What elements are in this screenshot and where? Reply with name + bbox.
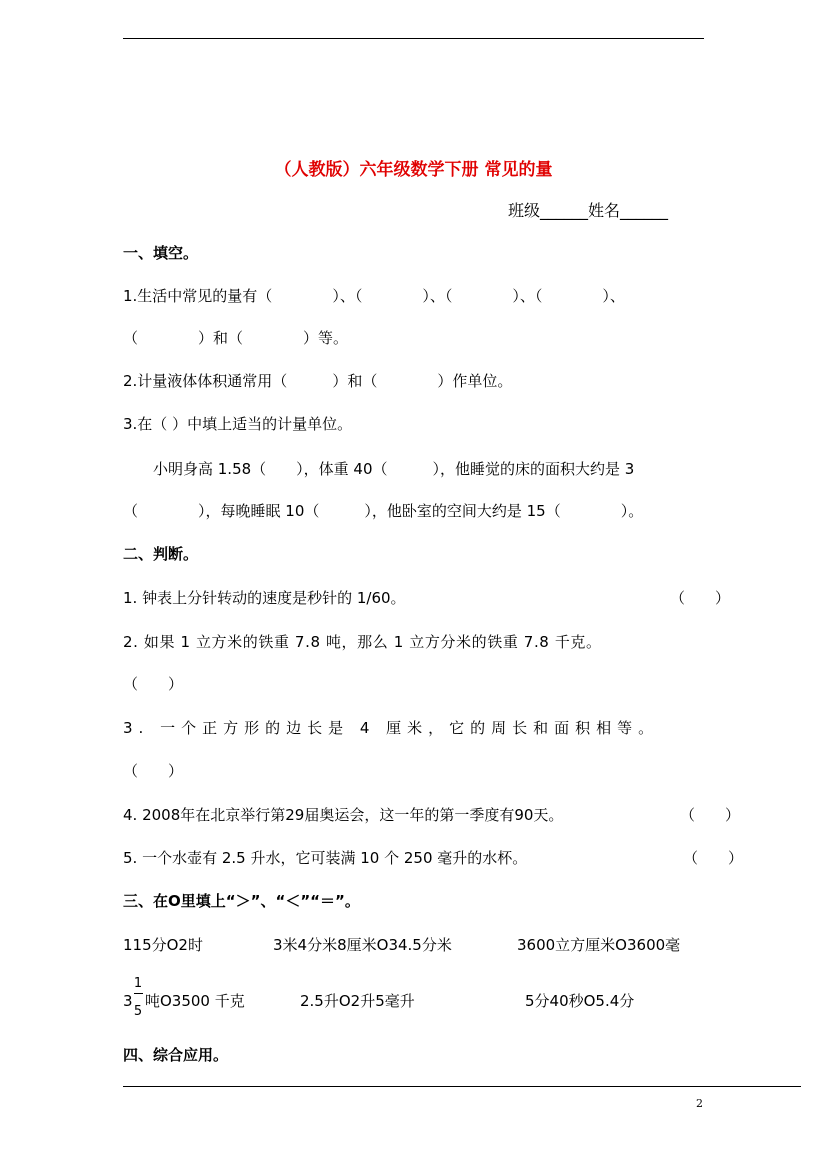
compare-item-2: 3米4分米8厘米O34.5分米 — [273, 936, 452, 954]
judge-paren-4: （ ） — [680, 806, 741, 824]
judge-question-4: 4. 2008年在北京举行第29届奥运会，这一年的第一季度有90天。 — [123, 806, 564, 824]
judge-question-3: 3. 一个正方形的边长是 4 厘米，它的周长和面积相等。 — [123, 719, 660, 737]
compare-item-6: 5分40秒O5.4分 — [525, 992, 635, 1010]
section-heading-fill: 一、填空。 — [123, 244, 199, 262]
compare-item-4-rest: 吨O3500 千克 — [145, 992, 245, 1010]
fill-question-3a: 小明身高 1.58（ ），体重 40（ ），他睡觉的床的面积大约是 3 — [153, 460, 635, 478]
compare-item-1: 115分O2时 — [123, 936, 203, 954]
compare-item-3: 3600立方厘米O3600毫 — [517, 936, 681, 954]
fill-question-3: 3.在（ ）中填上适当的计量单位。 — [123, 415, 353, 433]
compare-item-4-fraction-bar — [134, 993, 143, 994]
fill-question-3b: （ ），每晚睡眠 10（ ），他卧室的空间大约是 15（ ）。 — [123, 502, 644, 520]
judge-paren-1: （ ） — [670, 589, 731, 607]
document-title: （人教版）六年级数学下册 常见的量 — [274, 160, 553, 180]
judge-question-5: 5. 一个水壶有 2.5 升水，它可装满 10 个 250 毫升的水杯。 — [123, 849, 528, 867]
judge-question-2: 2. 如果 1 立方米的铁重 7.8 吨，那么 1 立方分米的铁重 7.8 千克。 — [123, 633, 602, 651]
judge-question-1: 1. 钟表上分针转动的速度是秒针的 1/60。 — [123, 589, 406, 607]
compare-item-4-numerator: 1 — [133, 976, 143, 991]
compare-item-4-whole: 3 — [123, 992, 133, 1010]
fill-question-1b: （ ）和（ ）等。 — [123, 329, 349, 347]
class-name-line: 班级______姓名______ — [508, 201, 669, 220]
fill-question-2: 2.计量液体体积通常用（ ）和（ ）作单位。 — [123, 372, 513, 390]
section-heading-judge: 二、判断。 — [123, 545, 199, 563]
section-heading-application: 四、综合应用。 — [123, 1046, 229, 1064]
page-number: 2 — [696, 1097, 703, 1110]
fill-question-1a: 1.生活中常见的量有（ ）、（ ）、（ ）、（ ）、 — [123, 287, 625, 305]
judge-paren-2: （ ） — [123, 675, 184, 693]
judge-paren-3: （ ） — [123, 762, 184, 780]
compare-item-4-denominator: 5 — [133, 1004, 143, 1019]
header-rule — [123, 38, 704, 39]
compare-item-5: 2.5升O2升5毫升 — [300, 992, 415, 1010]
footer-rule — [123, 1086, 801, 1087]
judge-paren-5: （ ） — [683, 849, 744, 867]
section-heading-compare: 三、在O里填上“＞”、“＜”“＝”。 — [123, 892, 360, 910]
